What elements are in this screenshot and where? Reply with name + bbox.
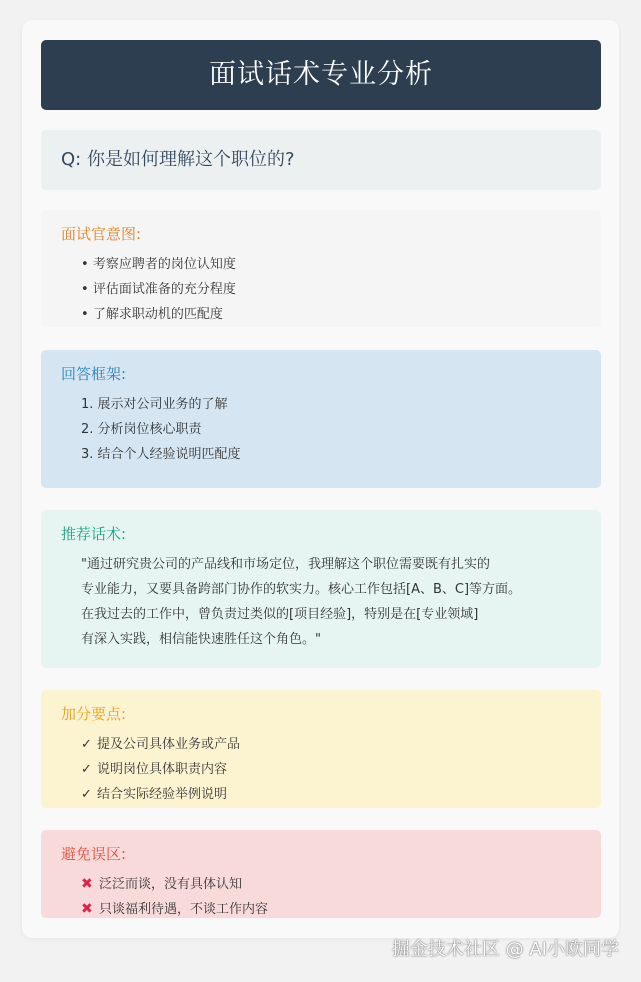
list-item: • 评估面试准备的充分程度: [81, 282, 236, 297]
check-icon: ✓: [81, 762, 92, 777]
cross-icon: ✖: [81, 876, 93, 892]
framework-heading: 回答框架:: [61, 365, 127, 383]
answer-framework-section: [41, 350, 601, 488]
intent-list: [61, 252, 581, 327]
recommended-script-section: [41, 510, 601, 668]
script-line: "通过研究贵公司的产品线和市场定位，我理解这个职位需要既有扎实的: [81, 557, 490, 572]
cross-icon: ✖: [81, 901, 93, 917]
bonus-list: [61, 732, 581, 807]
page-title: 面试话术专业分析: [41, 40, 601, 110]
list-item: 1. 展示对公司业务的了解: [81, 397, 228, 412]
script-line: 专业能力，又要具备跨部门协作的软实力。核心工作包括[A、B、C]等方面。: [81, 582, 522, 597]
list-item: ✖ 只谈福利待遇，不谈工作内容: [81, 897, 581, 922]
script-heading: 推荐话术:: [61, 525, 127, 543]
list-item: 2. 分析岗位核心职责: [81, 422, 202, 437]
list-item: ✓ 结合实际经验举例说明: [81, 782, 581, 807]
bonus-heading: 加分要点:: [61, 705, 127, 723]
list-item: ✖ 泛泛而谈，没有具体认知: [81, 872, 581, 897]
list-item: ✓ 说明岗位具体职责内容: [81, 757, 581, 782]
bullet-icon: •: [81, 257, 93, 272]
pitfalls-section: [41, 830, 601, 918]
script-text: [61, 552, 581, 652]
bonus-points-section: [41, 690, 601, 808]
framework-list: [61, 392, 581, 467]
list-item: • 考察应聘者的岗位认知度: [81, 257, 236, 272]
interviewer-intent-section: [41, 210, 601, 327]
bullet-icon: •: [81, 282, 93, 297]
script-line: 有深入实践，相信能快速胜任这个角色。": [81, 632, 321, 647]
script-line: 在我过去的工作中，曾负责过类似的[项目经验]，特别是在[专业领域]: [81, 607, 479, 622]
list-item: • 了解求职动机的匹配度: [81, 307, 223, 322]
intent-heading: 面试官意图:: [61, 225, 142, 243]
pitfall-heading: 避免误区:: [61, 845, 127, 863]
list-item: 3. 结合个人经验说明匹配度: [81, 447, 241, 462]
question-box: Q: 你是如何理解这个职位的?: [41, 130, 601, 190]
pitfall-list: [61, 872, 581, 922]
analysis-card: [22, 20, 619, 938]
check-icon: ✓: [81, 787, 92, 802]
list-item: ✓ 提及公司具体业务或产品: [81, 732, 581, 757]
watermark: 掘金技术社区 @ AI小欧同学: [391, 939, 619, 960]
check-icon: ✓: [81, 737, 92, 752]
bullet-icon: •: [81, 307, 93, 322]
